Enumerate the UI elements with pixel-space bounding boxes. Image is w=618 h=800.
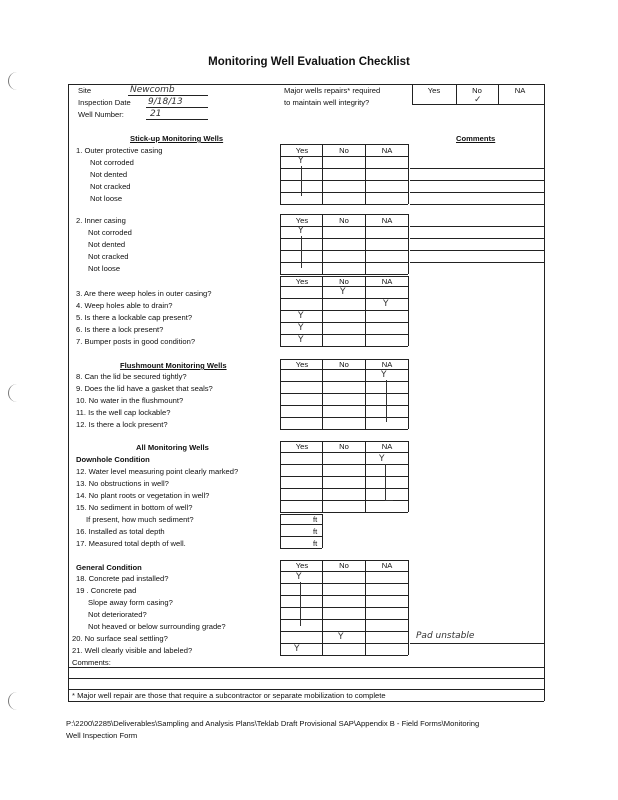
inspection-date-label: Inspection Date [78, 98, 131, 107]
q2-item: Not loose [88, 264, 121, 273]
ft-unit: ft [313, 539, 318, 548]
q10-label: 10. No water in the flushmount? [76, 396, 184, 405]
ft-unit: ft [313, 515, 318, 524]
general-na-header: NA [381, 561, 393, 570]
q1-na-header: NA [381, 146, 393, 155]
flush-yes-header: Yes [295, 360, 309, 369]
q4-label: 4. Weep holes able to drain? [76, 301, 173, 310]
q6-label: 6. Is there a lock present? [76, 325, 164, 334]
major-na-header: NA [514, 86, 526, 95]
file-path-footer [66, 718, 556, 742]
q12b-na-mark: Y [379, 454, 385, 464]
general-heading: General Condition [76, 563, 142, 572]
general-no-header: No [339, 561, 349, 570]
q3-yes-header: Yes [295, 277, 309, 286]
q21-label: 21. Well clearly visible and labeled? [72, 646, 193, 655]
comments-heading: Comments [456, 134, 496, 143]
q15b-label: If present, how much sediment? [86, 515, 194, 524]
q13-label: 13. No obstructions in well? [76, 479, 169, 488]
q1-yes-header: Yes [295, 146, 309, 155]
q7-label: 7. Bumper posts in good condition? [76, 337, 196, 346]
q20-comment: Pad unstable [416, 631, 475, 641]
q15-label: 15. No sediment in bottom of well? [76, 503, 193, 512]
q12b-label: 12. Water level measuring point clearly marked? [76, 467, 239, 476]
q2-yes-header: Yes [295, 216, 309, 225]
q18-label: 18. Concrete pad installed? [76, 574, 169, 583]
all-no-header: No [339, 442, 349, 451]
q2-yes-mark: Y [298, 226, 304, 236]
section-all-wells: All Monitoring Wells [136, 443, 209, 452]
q2-item: Not corroded [88, 228, 132, 237]
q7-yes-mark: Y [298, 335, 304, 345]
general-yes-header: Yes [295, 561, 309, 570]
q3-label: 3. Are there weep holes in outer casing? [76, 289, 212, 298]
q3-no-header: No [339, 277, 349, 286]
q20-no-mark: Y [338, 632, 344, 642]
file-path-line1: P:\2200\2285\Deliverables\Sampling and Analysis Plans\Teklab Draft Provisional SAP\Appendix B - Field Forms\Monitoring [66, 719, 480, 728]
q8-label: 8. Can the lid be secured tightly? [76, 372, 187, 381]
q1-yes-mark: Y [298, 156, 304, 166]
q1-item: Not cracked [90, 182, 131, 191]
q2-na-header: NA [381, 216, 393, 225]
site-value: Newcomb [130, 85, 175, 95]
major-repairs-q1: Major wells repairs* required [284, 86, 381, 95]
ft-unit: ft [313, 527, 318, 536]
q2-item: Not dented [88, 240, 126, 249]
section-stickup: Stick-up Monitoring Wells [130, 134, 224, 143]
q17-label: 17. Measured total depth of well. [76, 539, 186, 548]
comments-row-label: Comments: [72, 658, 111, 667]
q14-label: 14. No plant roots or vegetation in well? [76, 491, 210, 500]
q16-label: 16. Installed as total depth [76, 527, 165, 536]
major-no-checkmark: ✓ [474, 95, 482, 105]
q1-no-header: No [339, 146, 349, 155]
major-no-header: No [472, 86, 482, 95]
site-label: Site [78, 86, 92, 95]
q20-label: 20. No surface seal settling? [72, 634, 168, 643]
q21-yes-mark: Y [294, 644, 300, 654]
q19-label: 19 . Concrete pad [76, 586, 137, 595]
q1-item: Not dented [90, 170, 128, 179]
q18-yes-mark: Y [296, 572, 302, 582]
inspection-date-value: 9/18/13 [148, 97, 183, 107]
q8-na-mark: Y [381, 370, 387, 380]
q3-na-header: NA [381, 277, 393, 286]
q11-label: 11. Is the well cap lockable? [76, 408, 171, 417]
section-flushmount: Flushmount Monitoring Wells [120, 361, 227, 370]
q5-label: 5. Is there a lockable cap present? [76, 313, 193, 322]
q6-yes-mark: Y [298, 323, 304, 333]
all-na-header: NA [381, 442, 393, 451]
q3-no-mark: Y [340, 287, 346, 297]
page-title: Monitoring Well Evaluation Checklist [208, 56, 410, 68]
all-yes-header: Yes [295, 442, 309, 451]
q12-label: 12. Is there a lock present? [76, 420, 168, 429]
major-repairs-q2: to maintain well integrity? [284, 98, 370, 107]
q1-item: Not loose [90, 194, 123, 203]
q19c-label: Not heaved or below surrounding grade? [88, 622, 226, 631]
q5-yes-mark: Y [298, 311, 304, 321]
major-yes-header: Yes [427, 86, 441, 95]
q1-label: 1. Outer protective casing [76, 146, 163, 155]
well-number-label: Well Number: [78, 110, 124, 119]
q2-label: 2. Inner casing [76, 216, 126, 225]
flush-no-header: No [339, 360, 349, 369]
footnote: * Major well repair are those that require a subcontractor or separate mobilization to complete [72, 691, 386, 700]
q2-no-header: No [339, 216, 349, 225]
q9-label: 9. Does the lid have a gasket that seals? [76, 384, 213, 393]
q1-item: Not corroded [90, 158, 134, 167]
q4-na-mark: Y [383, 299, 389, 309]
q19a-label: Slope away form casing? [88, 598, 173, 607]
flush-na-header: NA [381, 360, 393, 369]
file-path-line2: Well Inspection Form [66, 731, 138, 740]
q19b-label: Not deteriorated? [88, 610, 147, 619]
well-number-value: 21 [150, 109, 162, 119]
downhole-heading: Downhole Condition [76, 455, 150, 464]
q2-item: Not cracked [88, 252, 129, 261]
